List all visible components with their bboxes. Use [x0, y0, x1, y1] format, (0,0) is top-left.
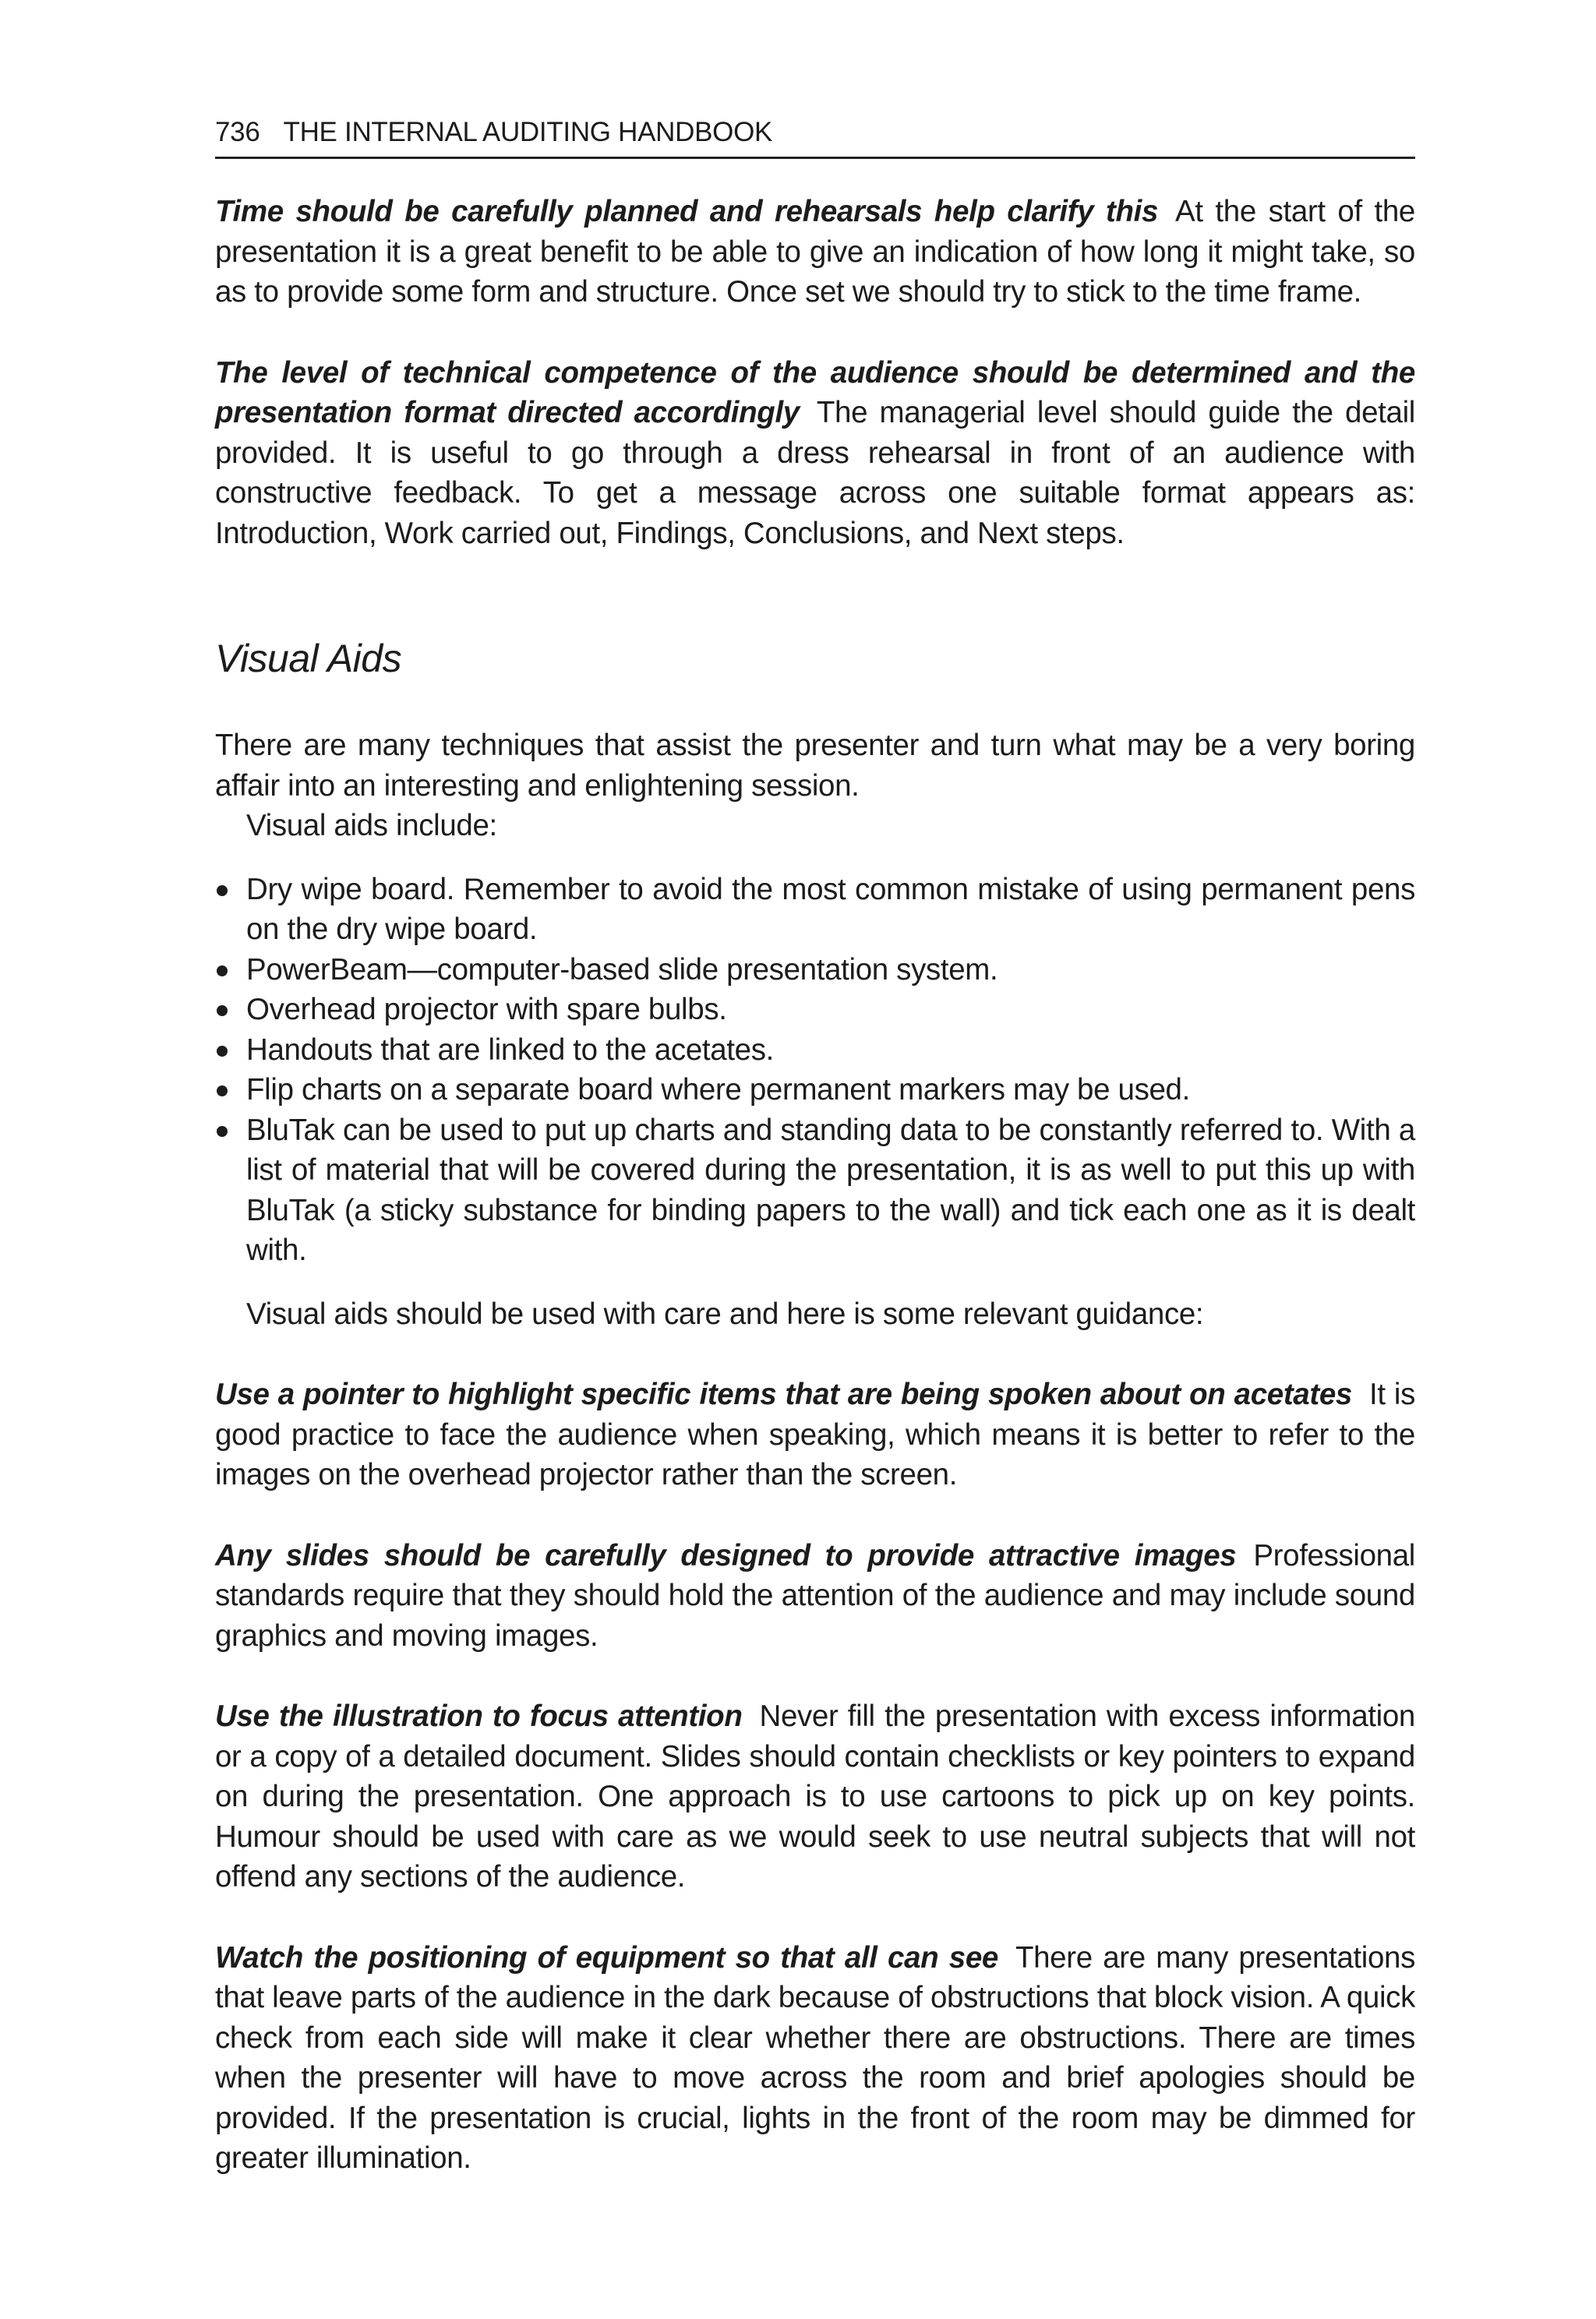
paragraph-technical-competence [215, 353, 1415, 554]
paragraph-illustration [215, 1696, 1415, 1897]
section-heading: Visual Aids [215, 637, 402, 680]
paragraph-text: There are many presentations that leave parts of the audience in the dark because of obstructions that block vision. A quick check from each side will make it clear whether there are obstructions. There are times when the presenter will have to move across the room and brief apologies should be provided. If the presentation is crucial, lights in the front of the room may be dimmed for greater illumination. [215, 1940, 1415, 2175]
list-item-text: Overhead projector with spare bulbs. [246, 993, 727, 1026]
paragraph-text: At the start of the presentation it is a great benefit to be able to give an indication of how long it might take, so as to provide some form and structure. Once set we should try to stick to the time frame. [215, 195, 1415, 309]
paragraph-pointer [215, 1375, 1415, 1495]
page [215, 117, 1415, 2179]
bullet-icon [217, 1046, 228, 1057]
section-intro: There are many techniques that assist the presenter and turn what may be a very boring affair into an interesting and enlightening session. [215, 729, 1415, 803]
paragraph-slides [215, 1536, 1415, 1657]
list-item [215, 1070, 1415, 1110]
list-item [215, 950, 1415, 990]
paragraph-lead: Any slides should be carefully designed to provide attractive images [215, 1538, 1237, 1572]
paragraph-lead: Use a pointer to highlight specific items that are being spoken about on acetates [215, 1378, 1352, 1411]
list-item-text: PowerBeam—computer-based slide presentation system. [246, 952, 998, 987]
list-intro: Visual aids include: [246, 809, 497, 842]
list-item-text: BluTak can be used to put up charts and standing data to be constantly referred to. With a list of material that will be covered during the presentation, it is as well to put this up with BluTak (a sticky substance for binding papers to the wall) and tick each one as it is dealt with. [246, 1113, 1415, 1267]
paragraph-lead: Watch the positioning of equipment so that all can see [215, 1940, 998, 1975]
bullet-icon [217, 885, 228, 896]
page-number: 736 [215, 117, 260, 147]
list-item [215, 1030, 1415, 1071]
bullet-icon [217, 1085, 228, 1096]
running-header [215, 117, 1415, 159]
paragraph-text: The managerial level should guide the detail provided. It is useful to go through a dress rehearsal in front of an audience with constructive feedback. To get a message across one suitable format appears as: Introduction, Work carried out, Findings, Conclusions, and Next steps. [215, 396, 1415, 550]
visual-aids-list [215, 870, 1415, 1271]
list-item-text: Handouts that are linked to the acetates. [246, 1032, 774, 1067]
paragraph-lead: Use the illustration to focus attention [215, 1700, 743, 1733]
list-item [215, 870, 1415, 950]
paragraph-lead: Time should be carefully planned and rehearsals help clarify this [215, 195, 1159, 228]
list-item-text: Dry wipe board. Remember to avoid the most common mistake of using permanent pens on the dry wipe board. [246, 872, 1415, 946]
list-item-text: Flip charts on a separate board where permanent markers may be used. [246, 1073, 1190, 1107]
paragraph-text: Never fill the presentation with excess information or a copy of a detailed document. Slides should contain checklists or key pointers to expand on during the presentation. One approach is to use cartoons to pick up on key points. Humour should be used with care as we would seek to use neutral subjects that will not offend any sections of the audience. [215, 1700, 1415, 1894]
paragraph-time-planning [215, 192, 1415, 312]
bullet-icon [217, 1126, 228, 1137]
list-item [215, 990, 1415, 1030]
paragraph-lead: The level of technical competence of the audience should be determined and the presentation format directed accordingly [215, 355, 1415, 429]
bullet-icon [217, 1005, 228, 1016]
bullet-icon [217, 965, 228, 976]
running-title: THE INTERNAL AUDITING HANDBOOK [283, 117, 773, 147]
page-body [215, 192, 1415, 2179]
list-item [215, 1110, 1415, 1271]
paragraph-text: It is good practice to face the audience when speaking, which means it is better to refer to the images on the overhead projector rather than the screen. [215, 1378, 1415, 1491]
guidance-intro: Visual aids should be used with care and here is some relevant guidance: [246, 1297, 1204, 1331]
paragraph-text: Professional standards require that they should hold the attention of the audience and may include sound graphics and moving images. [215, 1538, 1415, 1653]
paragraph-equipment [215, 1938, 1415, 2179]
